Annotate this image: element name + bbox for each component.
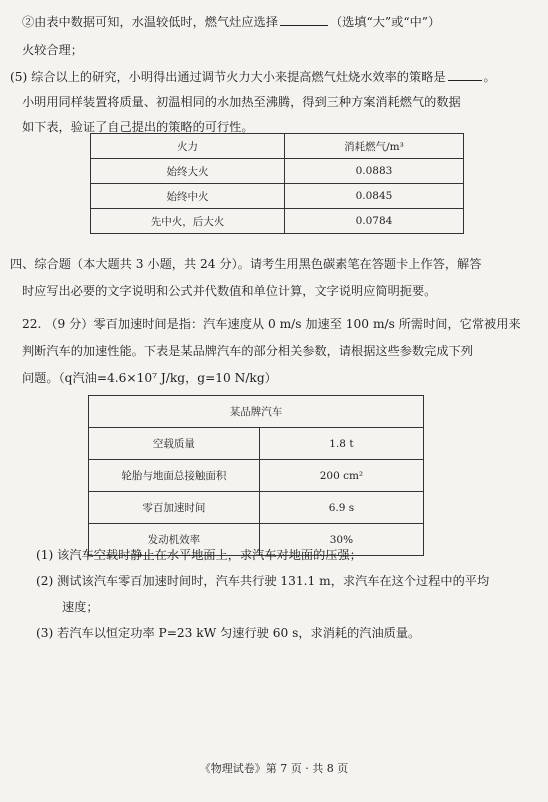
answer-blank[interactable] <box>448 69 482 81</box>
q5-line2: 小明用同样装置将质量、初温相同的水加热至沸腾，得到三种方案消耗燃气的数据 <box>22 95 461 109</box>
q5-text: (5) 综合以上的研究，小明得出通过调节火力大小来提高燃气灶烧水效率的策略是 <box>10 70 446 84</box>
q5-period: 。 <box>483 70 496 84</box>
table-row <box>89 492 424 524</box>
table-cell: 6.9 s <box>259 492 423 524</box>
table-cell: 始终中火 <box>91 184 285 209</box>
table-row <box>91 209 464 234</box>
table-cell: 零百加速时间 <box>89 492 260 524</box>
table-header-row <box>91 134 464 159</box>
q22-line2: 判断汽车的加速性能。下表是某品牌汽车的部分相关参数，请根据这些参数完成下列 <box>22 344 473 358</box>
answer-blank[interactable] <box>280 14 328 26</box>
table-cell: 200 cm² <box>259 460 423 492</box>
page-footer: 《物理试卷》第 7 页 · 共 8 页 <box>199 762 349 775</box>
table-cell: 轮胎与地面总接触面积 <box>89 460 260 492</box>
q22-line3: 问题。（q汽油=4.6×10⁷ J/kg，g=10 N/kg） <box>22 371 277 385</box>
table-cell: 1.8 t <box>259 428 423 460</box>
table-row <box>89 428 424 460</box>
table-cell: 空载质量 <box>89 428 260 460</box>
table-row <box>91 159 464 184</box>
car-parameters-table <box>88 395 424 556</box>
table-cell: 0.0883 <box>284 159 463 184</box>
table-cell: 发动机效率 <box>89 524 260 556</box>
table-header-cell: 火力 <box>91 134 285 159</box>
section4-line1: 四、综合题（本大题共 3 小题，共 24 分）。请考生用黑色碳素笔在答题卡上作答，解答 <box>10 257 482 271</box>
section4-line2: 时应写出必要的文字说明和公式并代数值和单位计算，文字说明应简明扼要。 <box>22 284 437 298</box>
sub-question-2-cont: 速度； <box>62 600 99 614</box>
q5-line1 <box>10 69 496 85</box>
sub-question-2: (2) 测试该汽车零百加速时间时，汽车共行驶 131.1 m，求汽车在这个过程中的平均 <box>36 574 490 588</box>
q4-part2-line2: 火较合理； <box>22 43 83 57</box>
table-title-row <box>89 396 424 428</box>
fuel-consumption-table <box>90 133 464 234</box>
q5-line3: 如下表，验证了自己提出的策略的可行性。 <box>22 120 254 134</box>
sub-question-1: (1) 该汽车空载时静止在水平地面上，求汽车对地面的压强； <box>36 548 362 562</box>
table-title: 某品牌汽车 <box>89 396 424 428</box>
table-cell: 30% <box>259 524 423 556</box>
table-row <box>91 184 464 209</box>
sub-question-3: (3) 若汽车以恒定功率 P=23 kW 匀速行驶 60 s，求消耗的汽油质量。 <box>36 626 421 640</box>
table-header-cell: 消耗燃气/m³ <box>284 134 463 159</box>
q4-part2-line <box>22 14 440 30</box>
q4-part2-text: ②由表中数据可知，水温较低时，燃气灶应选择 <box>22 15 278 29</box>
q22-line1: 22. （9 分）零百加速时间是指：汽车速度从 0 m/s 加速至 100 m/s 所需时间，它常被用来 <box>22 317 521 331</box>
table-cell: 0.0784 <box>284 209 463 234</box>
table-cell: 先中火，后大火 <box>91 209 285 234</box>
q4-part2-hint: （选填“大”或“中”） <box>329 15 441 29</box>
table-cell: 始终大火 <box>91 159 285 184</box>
table-cell: 0.0845 <box>284 184 463 209</box>
table-row <box>89 460 424 492</box>
